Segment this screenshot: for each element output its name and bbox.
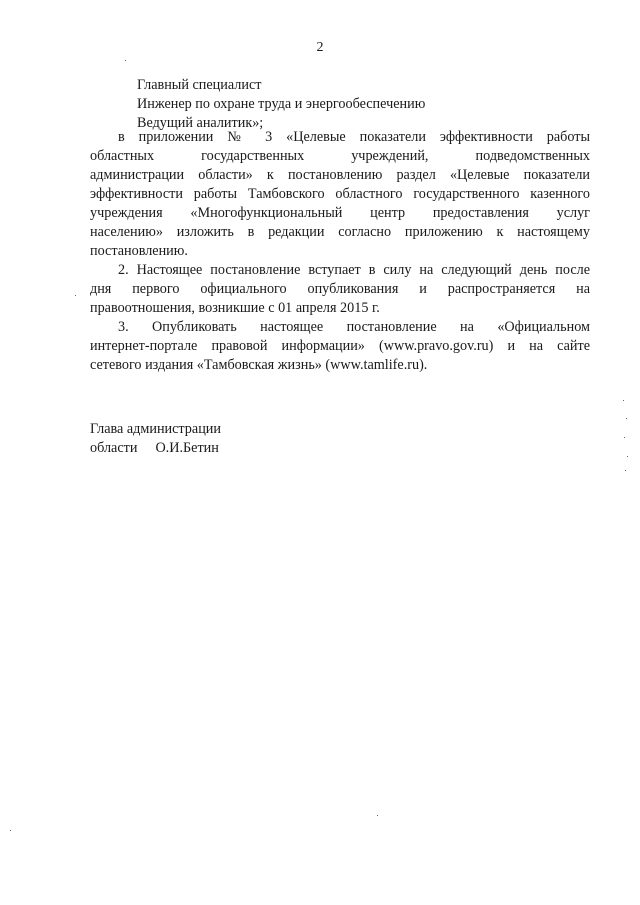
text-line: интернет-портале правовой информации» (www.pravo.gov.ru) и на сайте <box>90 338 590 354</box>
scan-speck <box>623 400 624 401</box>
list-line: Инженер по охране труда и энергообеспечению <box>137 96 426 112</box>
text-line: 2. Настоящее постановление вступает в силу на следующий день после <box>118 262 590 278</box>
paragraph-appendix-3 <box>90 128 590 261</box>
text-line: эффективности работы Тамбовского областного государственного казенного <box>90 186 590 202</box>
scan-speck <box>10 830 11 831</box>
page-number: 2 <box>316 40 324 55</box>
text-line: правоотношения, возникшие с 01 апреля 2015 г. <box>90 300 380 316</box>
scan-speck <box>377 815 378 816</box>
text-line: сетевого издания «Тамбовская жизнь» (www.tamlife.ru). <box>90 357 428 373</box>
list-line: Главный специалист <box>137 77 262 93</box>
paragraph-effective-date <box>90 261 590 318</box>
text-line: постановлению. <box>90 243 188 259</box>
text-line: в приложении № 3 «Целевые показатели эффективности работы <box>118 129 590 145</box>
scan-speck <box>625 470 626 471</box>
scan-speck <box>626 418 627 419</box>
text-line: учреждения «Многофункциональный центр предоставления услуг <box>90 205 590 221</box>
text-line: 3. Опубликовать настоящее постановление на «Официальном <box>118 319 590 335</box>
text-line: дня первого официального опубликования и распространяется на <box>90 281 590 297</box>
text-line: администрации области» к постановлению раздел «Целевые показатели <box>90 167 590 183</box>
signatory-region: области <box>90 440 138 456</box>
document-body <box>90 128 590 375</box>
signature-block <box>90 420 221 458</box>
scan-speck <box>624 437 625 438</box>
signatory-line <box>90 439 221 458</box>
text-line: населению» изложить в редакции согласно приложению к настоящему <box>90 224 590 240</box>
signatory-name: О.И.Бетин <box>155 440 219 456</box>
scan-speck <box>627 456 628 457</box>
paragraph-publication <box>90 318 590 375</box>
text-line: областных государственных учреждений, подведомственных <box>90 148 590 164</box>
scan-speck <box>75 295 76 296</box>
list-line: Ведущий аналитик»; <box>137 115 264 131</box>
signatory-title: Глава администрации <box>90 421 221 437</box>
scan-speck <box>125 60 126 61</box>
staff-list <box>137 76 425 133</box>
